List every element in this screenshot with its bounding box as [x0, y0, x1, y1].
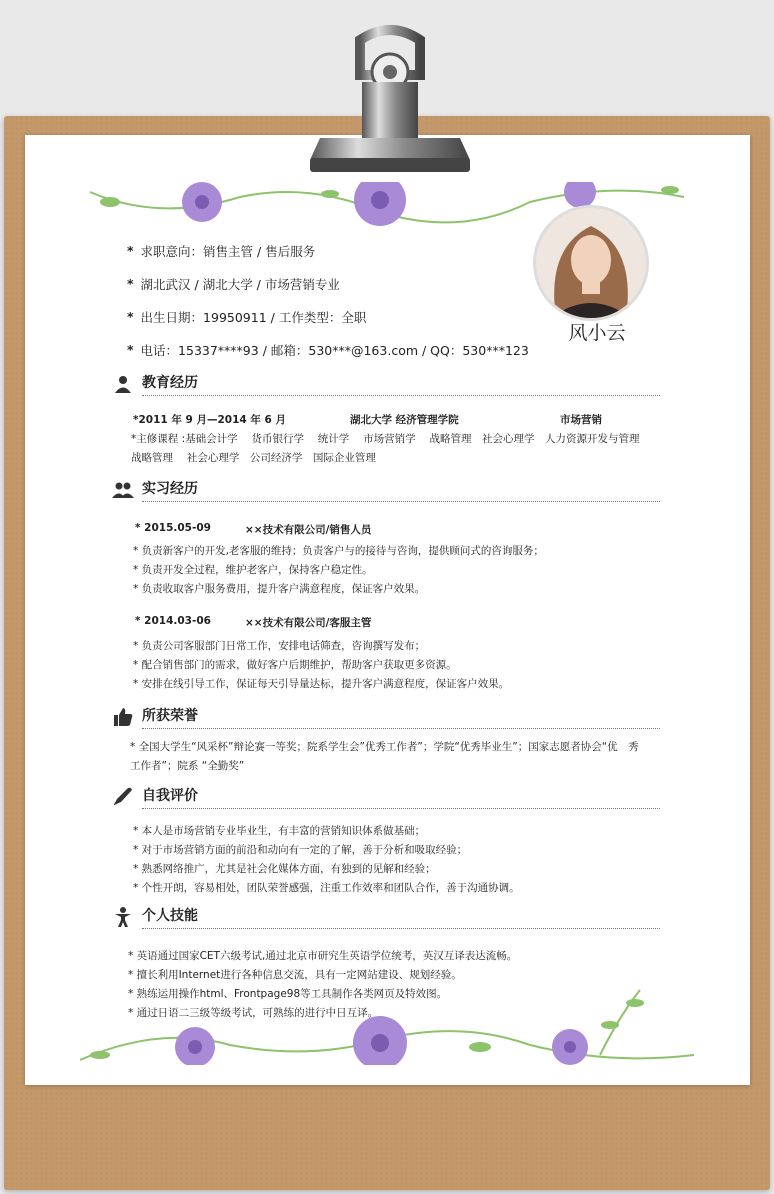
- awards-title: 所获荣誉: [142, 708, 198, 724]
- job-company: ××技术有限公司/客服主管: [245, 617, 372, 629]
- education-major: 市场营销: [560, 414, 602, 426]
- job-date: * 2015.05-09: [135, 522, 211, 534]
- awards-text: * 全国大学生“风采杯”辩论赛一等奖；院系学生会”优秀工作者”；学院“优秀毕业生”；国家志愿者协会“优 秀: [130, 741, 639, 753]
- avatar: [533, 205, 649, 321]
- section-divider: [142, 395, 660, 396]
- person-icon: [112, 374, 134, 394]
- section-divider: [142, 808, 660, 809]
- education-school: 湖北大学 经济管理学院: [350, 414, 459, 426]
- job-duty: * 负责新客户的开发,老客服的维持；负责客户与的接待与咨询，提供顾问式的咨询服务；: [133, 545, 544, 557]
- birth-text: 出生日期：19950911 / 工作类型：全职: [140, 309, 367, 325]
- skill-item: * 通过日语二三级等级考试，可熟练的进行中日互译。: [128, 1007, 379, 1019]
- job-duty: * 负责公司客服部门日常工作，安排电话筛查，咨询撰写发布；: [133, 640, 426, 652]
- section-skills: [112, 905, 660, 929]
- job-company: ××技术有限公司/销售人员: [245, 524, 372, 536]
- awards-text-cont: 工作者”；院系 “全勤奖”: [130, 760, 245, 772]
- basic-info: [127, 234, 527, 366]
- job-date: * 2014.03-06: [135, 615, 211, 627]
- info-line-contact: * 电话：15337****93 / 邮箱：530***@163.com / QQ：530***123: [127, 342, 529, 358]
- info-line-location: * 湖北武汉 / 湖北大学 / 市场营销专业: [127, 276, 340, 292]
- internship-title: 实习经历: [142, 481, 198, 497]
- section-awards: [112, 705, 660, 729]
- job-duty: * 安排在线引导工作，保证每天引导量达标，提升客户满意程度，保证客户效果。: [133, 678, 510, 690]
- applicant-name: 风小云: [568, 322, 626, 344]
- section-divider: [142, 728, 660, 729]
- portrait-photo-icon: [536, 208, 646, 318]
- self-eval-item: * 个性开朗，容易相处，团队荣誉感强，注重工作效率和团队合作，善于沟通协调。: [133, 882, 520, 894]
- skills-title: 个人技能: [142, 908, 198, 924]
- self-eval-item: * 熟悉网络推广，尤其是社会化媒体方面，有独到的见解和经验；: [133, 863, 436, 875]
- pen-icon: [112, 787, 134, 807]
- section-divider: [142, 928, 660, 929]
- binder-clip-icon: [300, 20, 480, 180]
- skill-item: * 英语通过国家CET六级考试,通过北京市研究生英语学位统考，英汉互译表达流畅。: [128, 950, 518, 962]
- thumbs-up-icon: [112, 707, 134, 727]
- skill-item: * 熟练运用操作html、Frontpage98等工具制作各类网页及特效图。: [128, 988, 448, 1000]
- education-courses-cont: 战略管理 社会心理学 公司经济学 国际企业管理: [131, 452, 376, 464]
- job-duty: * 负责收取客户服务费用，提升客户满意程度，保证客户效果。: [133, 583, 426, 595]
- section-internship: [112, 478, 660, 502]
- self-eval-title: 自我评价: [142, 788, 198, 804]
- info-line-birth: * 出生日期：19950911 / 工作类型：全职: [127, 309, 367, 325]
- section-self-eval: [112, 785, 660, 809]
- section-education: [112, 372, 660, 396]
- job-duty: * 配合销售部门的需求，做好客户后期维护，帮助客户获取更多资源。: [133, 659, 457, 671]
- self-eval-item: * 本人是市场营销专业毕业生，有丰富的营销知识体系做基础；: [133, 825, 426, 837]
- job-duty: * 负责开发全过程，维护老客户，保持客户稳定性。: [133, 564, 373, 576]
- info-line-intent: * 求职意向：销售主管 / 售后服务: [127, 243, 316, 259]
- contact-text: 电话：15337****93 / 邮箱：530***@163.com / QQ：530***123: [140, 342, 529, 358]
- section-divider: [142, 501, 660, 502]
- education-title: 教育经历: [142, 375, 198, 391]
- location-text: 湖北武汉 / 湖北大学 / 市场营销专业: [140, 276, 340, 292]
- skill-item: * 擅长利用Internet进行各种信息交流，具有一定网站建设、规划经验。: [128, 969, 462, 981]
- figure-icon: [112, 907, 134, 927]
- people-icon: [112, 480, 134, 500]
- education-courses: *主修课程 :基础会计学 货币银行学 统计学 市场营销学 战略管理 社会心理学 人力资源开发与管理: [131, 433, 640, 445]
- intent-text: 求职意向：销售主管 / 售后服务: [140, 243, 316, 259]
- education-period: *2011 年 9 月—2014 年 6 月: [133, 414, 286, 426]
- self-eval-item: * 对于市场营销方面的前沿和动向有一定的了解，善于分析和吸取经验；: [133, 844, 468, 856]
